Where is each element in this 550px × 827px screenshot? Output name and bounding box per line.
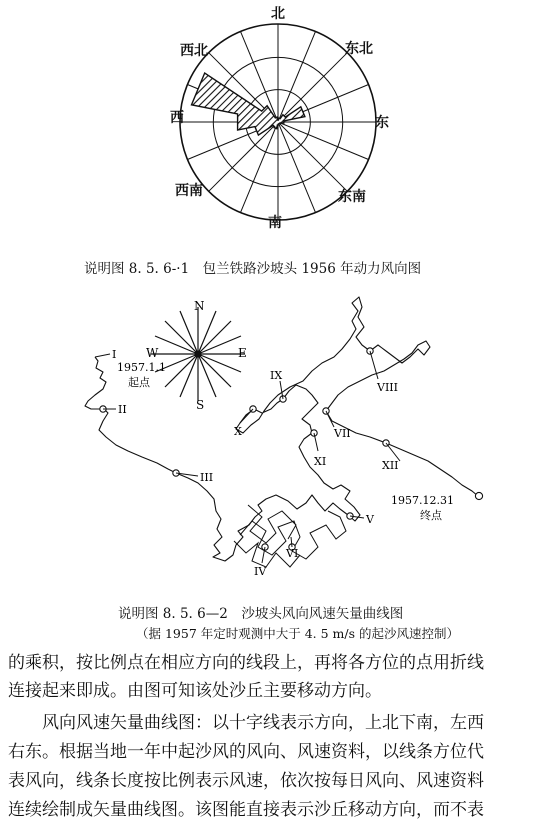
month-label-1: I: [112, 348, 117, 361]
rose-caption: 说明图 8. 5. 6-·1 包兰铁路沙坡头 1956 年动力风向图: [84, 261, 422, 277]
body-line-3: 风向风速矢量曲线图：以十字线表示方向，上北下南，左西: [8, 713, 484, 733]
start-date-label: 1957.1.1: [117, 361, 166, 374]
rose-dir-southwest: 西南: [175, 183, 203, 199]
compass-west-label: W: [146, 346, 159, 360]
month-label-9: IX: [270, 369, 283, 382]
compass-east-label: E: [238, 346, 247, 360]
month-label-2: II: [118, 403, 127, 416]
month-label-8: VIII: [377, 381, 398, 394]
compass-north-label: N: [194, 299, 205, 313]
vector-curve-chart: [0, 285, 550, 595]
compass-south-label: S: [196, 398, 205, 412]
rose-dir-southeast: 东南: [338, 189, 366, 205]
month-label-7: VII: [334, 427, 351, 440]
month-label-11: XI: [314, 455, 327, 468]
rose-dir-east: 东: [375, 115, 389, 131]
rose-spoke-3: [278, 53, 347, 122]
month-label-10: X: [234, 425, 242, 438]
vector-caption: 说明图 8. 5. 6—2 沙坡头风向风速矢量曲线图: [118, 606, 404, 622]
body-line-2: 连接起来即成。由图可知该处沙丘主要移动方向。: [8, 681, 382, 701]
body-line-6: 连续绘制成矢量曲线图。该图能直接表示沙丘移动方向，而不表: [8, 800, 484, 820]
end-date-label: 1957.12.31: [391, 494, 454, 507]
end-point-label: 终点: [420, 509, 442, 522]
month-label-4: IV: [254, 565, 267, 578]
body-line-4: 右东。根据当地一年中起沙风的风向、风速资料，以线条方位代: [8, 742, 484, 762]
rose-spoke-7: [278, 122, 347, 191]
month-label-12: XII: [382, 459, 399, 472]
month-label-5: V: [366, 513, 374, 526]
vector-caption-note: （据 1957 年定时观测中大于 4. 5 m/s 的起沙风速控制）: [136, 626, 460, 641]
rose-dir-south: 南: [268, 215, 282, 231]
rose-spoke-11: [209, 122, 278, 191]
rose-dir-north: 北: [271, 6, 285, 22]
rose-dir-northeast: 东北: [345, 41, 373, 57]
body-line-5: 表风向，线条长度按比例表示风速，依次按每日风向、风速资料: [8, 771, 484, 791]
rose-dir-west: 西: [170, 110, 184, 126]
wind-rose-chart: [0, 0, 550, 240]
compass-rose-icon: [151, 307, 245, 401]
month-label-6: VI: [286, 547, 299, 560]
month-label-3: III: [200, 471, 214, 484]
start-point-label: 起点: [128, 376, 150, 389]
rose-dir-northwest: 西北: [180, 43, 208, 59]
body-line-1: 的乘积，按比例点在相应方向的线段上，再将各方位的点用折线: [8, 653, 484, 673]
